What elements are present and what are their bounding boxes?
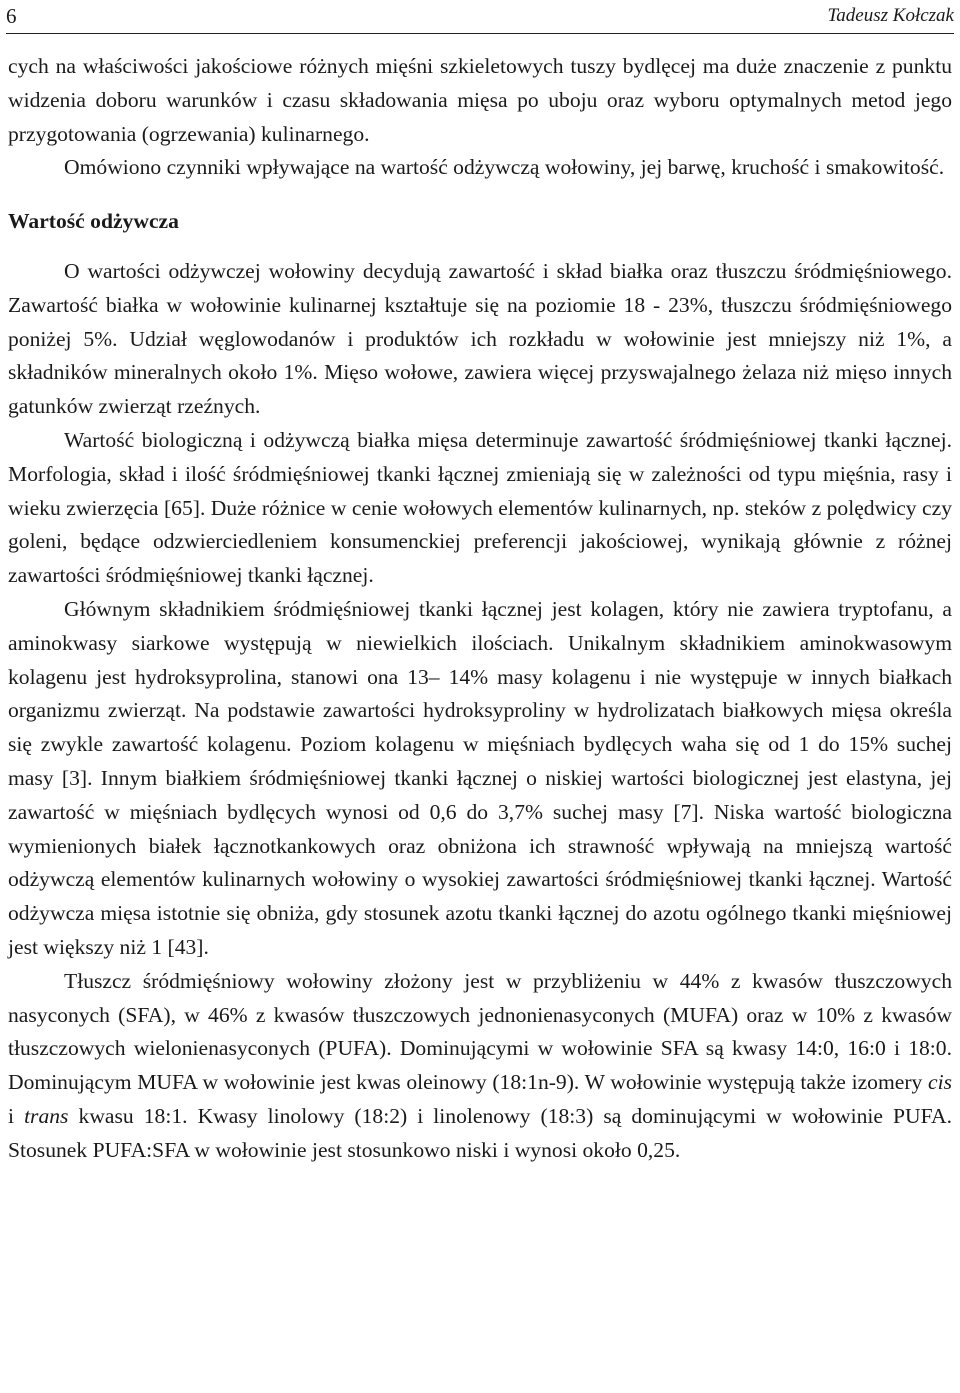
body-paragraph-2: Wartość biologiczną i odżywczą białka mięsa determinuje zawartość śródmięśniowej tkanki łącznej. Morfologia, skład i ilość śródmięśniowej tkanki łącznej zmieniają się w zależności od typu mięśnia, rasy i wieku zwierzęcia [65]. Duże różnice w cenie wołowych elementów kulinarnych, np. steków z polędwicy czy goleni, będące odzwierciedleniem konsumenckiej preferencji jakościowej, wynikają głównie z różnej zawartości śródmięśniowej tkanki łącznej. bbox=[8, 427, 952, 588]
page-header bbox=[6, 2, 954, 32]
page-number: 6 bbox=[6, 4, 17, 28]
paragraph-4-text-a: Tłuszcz śródmięśniowy wołowiny złożony jest w przybliżeniu w 44% z kwasów tłuszczowych nasyconych (SFA), w 46% z kwasów tłuszczowych jednonienasyconych (MUFA) oraz w 10% z kwasów tłuszczowych wielonienasyconych (PUFA). Dominującymi w wołowinie SFA są kwasy 14:0, 16:0 i 18:0. Dominującym MUFA w wołowinie jest kwas oleinowy (18:1n-9). W wołowinie występują także izomery bbox=[8, 968, 952, 1095]
paragraph-4-conjunction: i bbox=[8, 1103, 25, 1128]
header-rule bbox=[6, 33, 954, 34]
running-header-author: Tadeusz Kołczak bbox=[827, 5, 954, 26]
section-heading: Wartość odżywcza bbox=[8, 209, 179, 234]
body-paragraph-1: O wartości odżywczej wołowiny decydują zawartość i skład białka oraz tłuszczu śródmięśniowego. Zawartość białka w wołowinie kulinarnej kształtuje się na poziomie 18 - 23%, tłuszczu śródmięśniowego poniżej 5%. Udział węglowodanów i produktów ich rozkładu w wołowinie jest mniejszy niż 1%, a składników mineralnych około 1%. Mięso wołowe, zawiera więcej przyswajalnego żelaza niż mięso innych gatunków zwierząt rzeźnych. bbox=[8, 258, 952, 419]
isomer-trans-term: trans bbox=[24, 1103, 69, 1128]
body-paragraph-4 bbox=[8, 965, 952, 1168]
article-body bbox=[8, 50, 952, 1168]
isomer-cis-term: cis bbox=[928, 1070, 952, 1095]
intro-paragraph: cych na właściwości jakościowe różnych mięśni szkieletowych tuszy bydlęcej ma duże znaczenie z punktu widzenia doboru warunków i czasu składowania mięsa po uboju oraz wyboru optymalnych metod jego przygotowania (ogrzewania) kulinarnego. bbox=[8, 54, 952, 146]
body-paragraph-3: Głównym składnikiem śródmięśniowej tkanki łącznej jest kolagen, który nie zawiera tryptofanu, a aminokwasy siarkowe występują w niewielkich ilościach. Unikalnym składnikiem aminokwasowym kolagenu jest hydroksyprolina, stanowi ona 13– 14% masy kolagenu i nie występuje w innych białkach organizmu zwierząt. Na podstawie zawartości hydroksyproliny w hydrolizatach białkowych mięsa określa się zwykle zawartość kolagenu. Poziom kolagenu w mięśniach bydlęcych waha się od 1 do 15% suchej masy [3]. Innym białkiem śródmięśniowej tkanki łącznej o niskiej wartości biologicznej jest elastyna, jej zawartość w mięśniach bydlęcych wynosi od 0,6 do 3,7% suchej masy [7]. Niska wartość biologiczna wymienionych białek łącznotkankowych oraz obniżona ich strawność wpływają na mniejszą wartość odżywczą elementów kulinarnych wołowiny o wysokiej zawartości śródmięśniowej tkanki łącznej. Wartość odżywcza mięsa istotnie się obniża, gdy stosunek azotu tkanki łącznej do azotu ogólnego tkanki mięśniowej jest większy niż 1 [43]. bbox=[8, 596, 952, 959]
intro-summary-paragraph: Omówiono czynniki wpływające na wartość odżywczą wołowiny, jej barwę, kruchość i smakowitość. bbox=[64, 155, 945, 180]
paragraph-4-text-b: kwasu 18:1. Kwasy linolowy (18:2) i linolenowy (18:3) są dominującymi w wołowinie PUFA. Stosunek PUFA:SFA w wołowinie jest stosunkowo niski i wynosi około 0,25. bbox=[8, 1103, 953, 1162]
